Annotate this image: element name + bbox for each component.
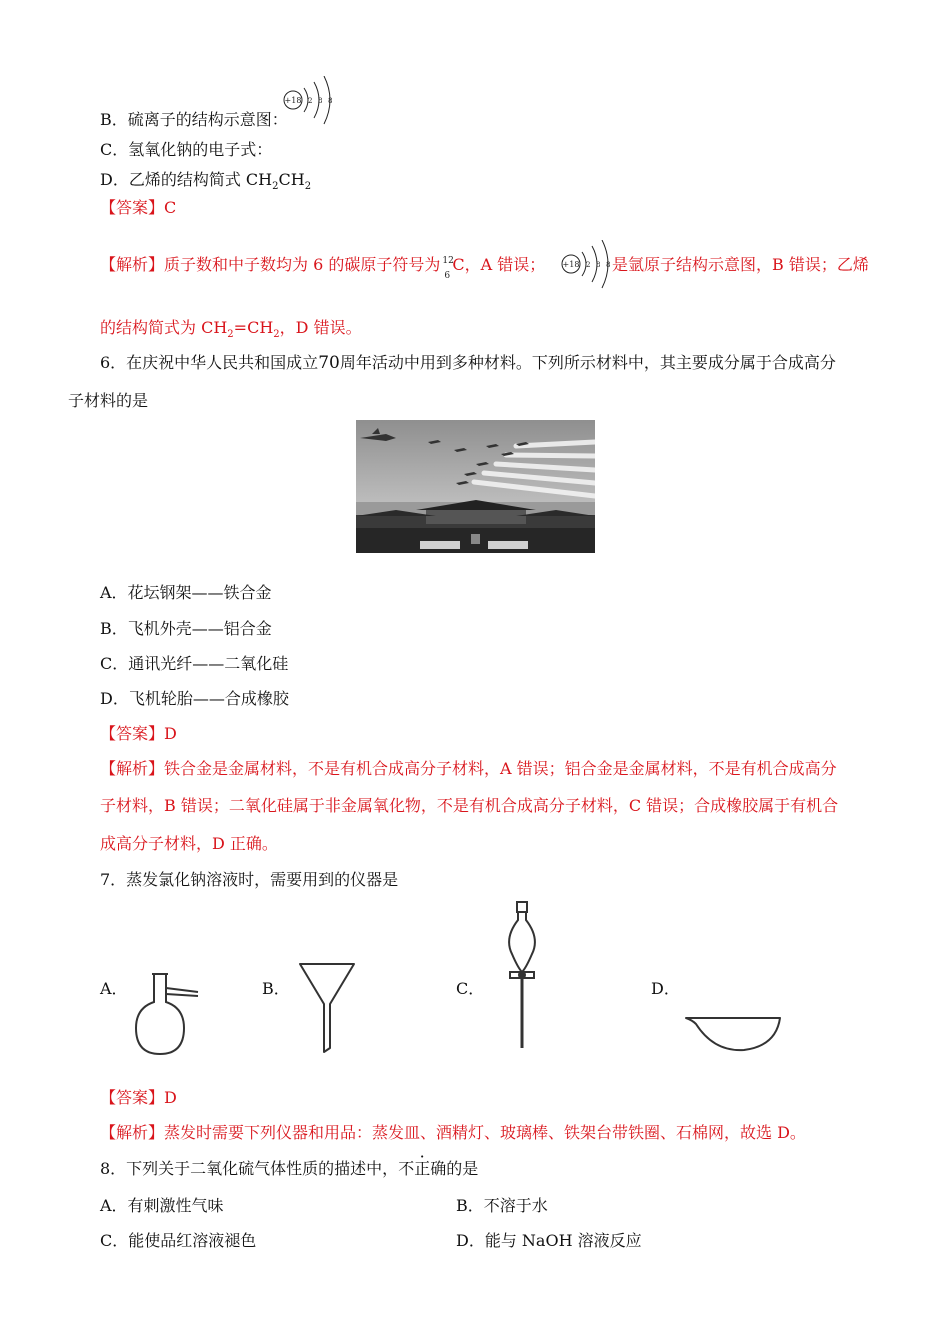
q8-option-d: D．能与 NaOH 溶液反应	[456, 1231, 642, 1250]
nucleus-label: +18	[562, 260, 580, 269]
sulfide-ion-diagram	[282, 76, 338, 128]
q7-stem: 7．蒸发氯化钠溶液时，需要用到的仪器是	[100, 870, 399, 889]
separatory-funnel-icon	[500, 898, 544, 1054]
shell-3: 8	[606, 261, 611, 269]
q6-stem-line1: 6．在庆祝中华人民共和国成立70周年活动中用到多种材料。下列所示材料中，其主要成分属于合成高分	[100, 353, 836, 373]
q5-analysis-line1b: 是氩原子结构示意图，B 错误；乙烯	[612, 255, 869, 274]
q6-analysis-line3: 成高分子材料，D 正确。	[100, 834, 278, 853]
parade-photo	[356, 420, 595, 553]
q7-option-d-label: D．	[651, 979, 680, 998]
q8-option-a: A．有刺激性气味	[100, 1196, 224, 1215]
q7-analysis: 【解析】蒸发时需要下列仪器和用品：蒸发皿、酒精灯、玻璃棒、铁架台带铁圈、石棉网，故选 D。	[100, 1123, 806, 1142]
q8-option-c: C．能使品红溶液褪色	[100, 1231, 257, 1250]
shell-2: 8	[596, 261, 601, 269]
q6-analysis-line2: 子材料，B 错误；二氧化硅属于非金属氧化物，不是有机合成高分子材料，C 错误；合成橡胶属于有机合	[100, 796, 839, 815]
q6-stem-line2: 子材料的是	[68, 391, 149, 410]
q6-option-d: D．飞机轮胎——合成橡胶	[100, 689, 289, 708]
q5-analysis-line2: 的结构简式为 $CH_2=CH_2$，D 错误。	[100, 318, 362, 341]
shell-1: 2	[586, 261, 591, 269]
q8-stem: 8．下列关于二氧化硫气体性质的描述中，不正确的是	[100, 1159, 479, 1178]
q7-option-c-label: C．	[456, 979, 485, 998]
nucleus-label: +18	[284, 96, 302, 105]
q5-option-b: B．硫离子的结构示意图：	[100, 110, 288, 129]
q8-option-b: B．不溶于水	[456, 1196, 548, 1215]
shell-1: 2	[308, 97, 313, 105]
q5-option-d: D．乙烯的结构简式 $CH_2CH_2$	[100, 170, 312, 193]
q7-answer: 【答案】D	[100, 1088, 177, 1107]
argon-atom-diagram	[560, 240, 616, 292]
shell-3: 8	[328, 97, 333, 105]
q6-analysis-line1: 【解析】铁合金是金属材料，不是有机合成高分子材料，A 错误；铝合金是金属材料，不是有机合成高分	[100, 759, 837, 778]
distillation-flask-icon	[132, 968, 204, 1058]
q6-option-a: A．花坛钢架——铁合金	[100, 583, 272, 602]
q7-option-a-label: A．	[100, 979, 128, 998]
q6-answer: 【答案】D	[100, 724, 177, 743]
funnel-icon	[298, 960, 358, 1054]
q5-answer: 【答案】C	[100, 198, 177, 217]
carbon-isotope: 12 6	[442, 256, 454, 281]
q8-emphasis: 不正确	[398, 1159, 447, 1178]
evaporating-dish-icon	[684, 1012, 784, 1056]
q7-option-b-label: B．	[262, 979, 290, 998]
q5-option-c: C．氢氧化钠的电子式：	[100, 140, 273, 159]
q5-analysis-line1: 【解析】质子数和中子数均为 6 的碳原子符号为 12 6 C，A 错误；	[100, 255, 546, 281]
shell-2: 8	[318, 97, 323, 105]
q6-option-c: C．通讯光纤——二氧化硅	[100, 654, 289, 673]
q6-option-b: B．飞机外壳——铝合金	[100, 619, 272, 638]
